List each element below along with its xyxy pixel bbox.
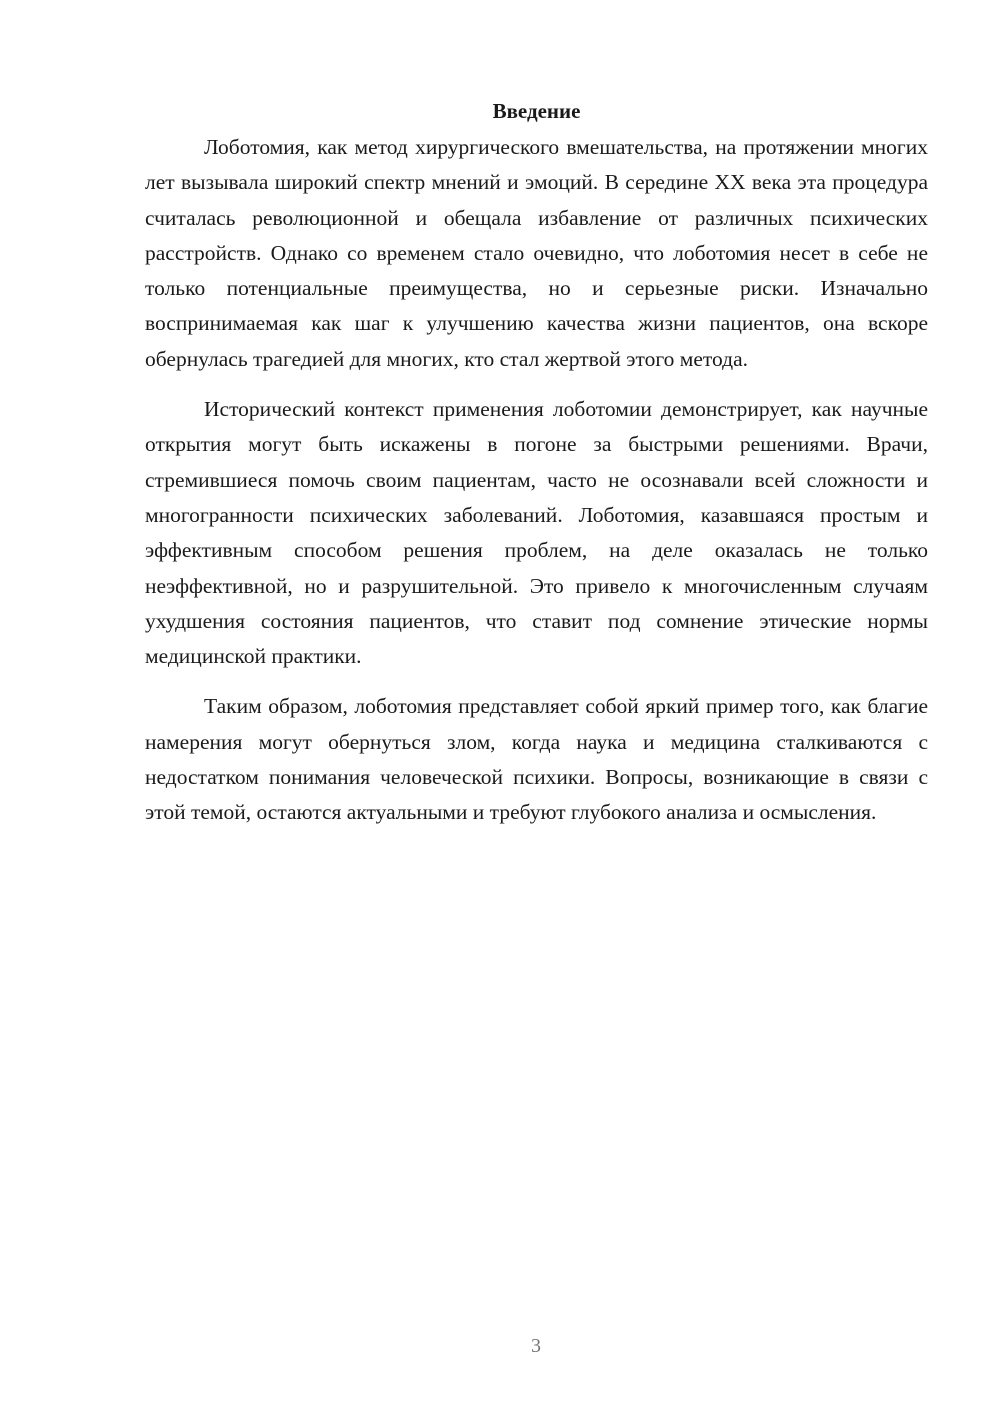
paragraph-1: Лоботомия, как метод хирургического вмешательства, на протяжении многих лет вызывала широкий спектр мнений и эмоций. В середине XX века эта процедура считалась революционной и обещала избавление от различных психических расстройств. Однако со временем стало очевидно, что лоботомия несет в себе не только потенциальные преимущества, но и серьезные риски. Изначально воспринимаемая как шаг к улучшению качества жизни пациентов, она вскоре обернулась трагедией для многих, кто стал жертвой этого метода. xyxy=(145,135,928,371)
page-content xyxy=(145,94,928,846)
page-number: 3 xyxy=(531,1335,541,1357)
paragraph-2: Исторический контекст применения лоботомии демонстрирует, как научные открытия могут быть искажены в погоне за быстрыми решениями. Врачи, стремившиеся помочь своим пациентам, часто не осознавали всей сложности и многогранности психических заболеваний. Лоботомия, казавшаяся простым и эффективным способом решения проблем, на деле оказалась не только неэффективной, но и разрушительной. Это привело к многочисленным случаям ухудшения состояния пациентов, что ставит под сомнение этические нормы медицинской практики. xyxy=(145,397,928,669)
section-heading: Введение xyxy=(492,99,581,123)
paragraph-3: Таким образом, лоботомия представляет собой яркий пример того, как благие намерения могут обернуться злом, когда наука и медицина сталкиваются с недостатком понимания человеческой психики. Вопросы, возникающие в связи с этой темой, остаются актуальными и требуют глубокого анализа и осмысления. xyxy=(145,694,928,825)
